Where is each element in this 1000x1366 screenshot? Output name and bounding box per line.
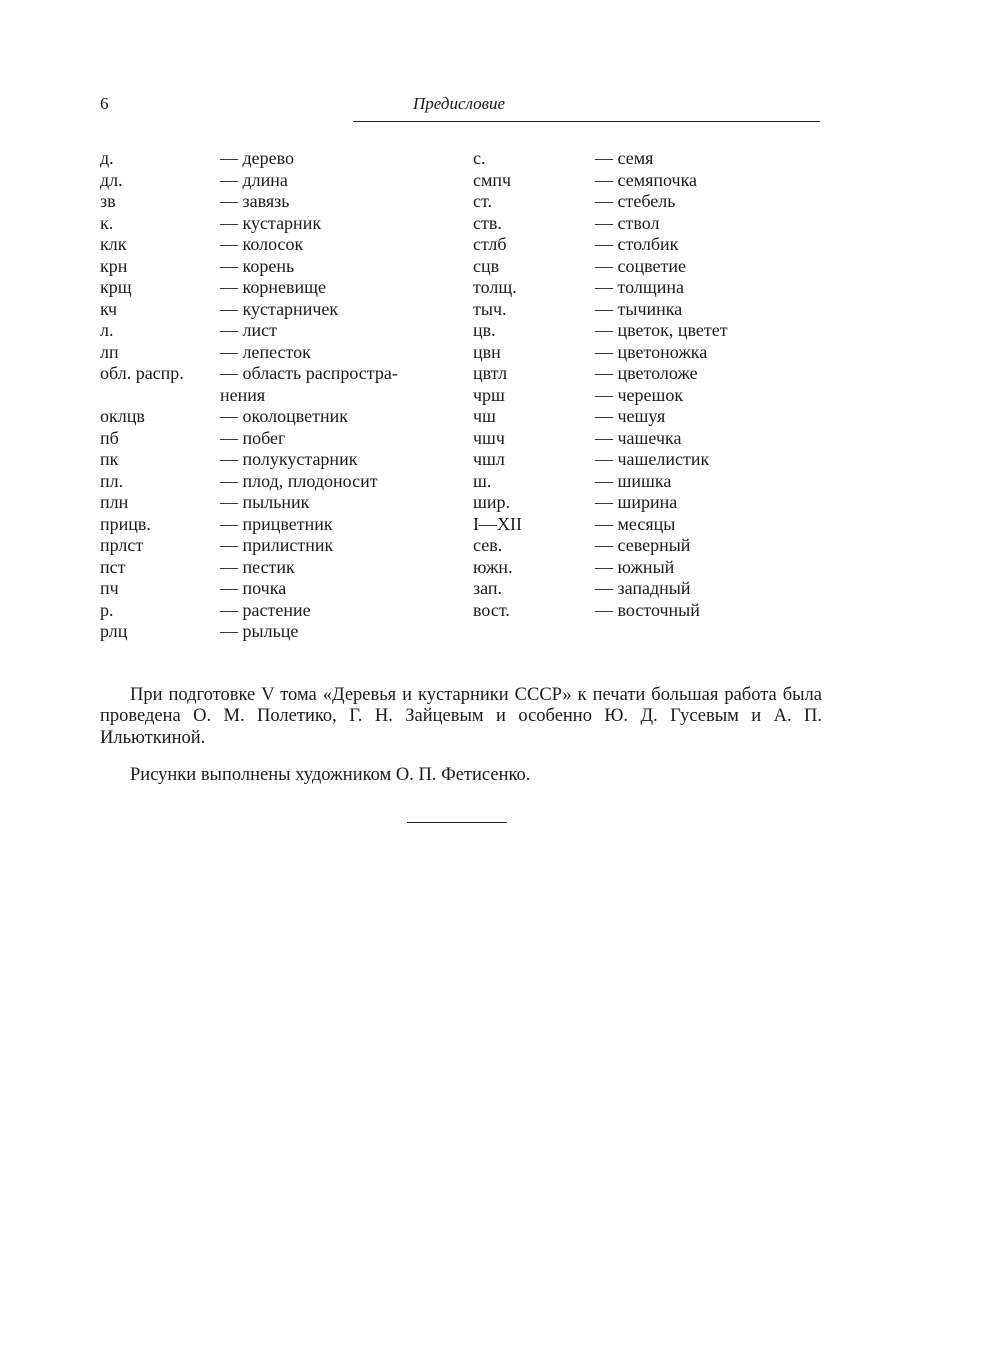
abbreviation-row [100,600,460,622]
abbreviation: сев. [473,535,503,555]
page-number: 6 [100,94,109,113]
abbreviation-definition: нения [220,384,266,405]
abbreviation-definition: — шишка [595,470,672,491]
abbreviation: рлц [100,621,128,641]
abbreviation: прицв. [100,513,151,534]
abbreviation-row [473,170,793,192]
abbreviation-row [473,428,793,450]
abbreviation-row [473,406,793,428]
abbreviation: южн. [473,556,513,577]
abbreviation-row [100,385,460,407]
abbreviation: пл. [100,470,124,491]
abbreviation-row [100,514,460,536]
abbreviation: дл. [100,169,123,190]
abbreviation-definition: — растение [220,599,311,620]
abbreviation-definition: — цветоножка [595,341,708,362]
abbreviation-definition: — месяцы [595,513,676,534]
abbreviation: цв. [473,320,496,340]
abbreviation: ств. [473,212,502,233]
abbreviation: шир. [473,492,510,512]
abbreviation-definition: — кустарничек [220,298,339,319]
abbreviation-definition: — полукустарник [220,449,358,469]
abbreviation-row [473,471,793,493]
abbreviation-row [473,256,793,278]
abbreviation-row [473,277,793,299]
abbreviation-definition: — семяпочка [595,169,698,190]
abbreviation-row [100,492,460,514]
abbreviation-definition: — цветоложе [595,363,698,383]
abbreviation: стлб [473,234,507,254]
abbreviation-row [473,578,793,600]
abbreviation: зв [100,191,116,211]
abbreviation-definition: — кустарник [220,212,322,233]
abbreviation-row [473,385,793,407]
end-rule [407,822,507,823]
abbreviation: крщ [100,277,132,297]
abbreviation: сцв [473,255,500,276]
abbreviation-row [473,514,793,536]
abbreviation-definition: — область распростра- [220,363,398,383]
abbreviation-definition: — дерево [220,148,295,168]
abbreviation-row [100,213,460,235]
abbreviation-definition: — лепесток [220,341,311,362]
abbreviation-definition: — пестик [220,556,295,577]
abbreviation: вост. [473,599,510,620]
abbreviation-row [473,449,793,471]
abbreviation-definition: — северный [595,535,691,555]
abbreviation: л. [100,320,114,340]
abbreviation-definition: — длина [220,169,288,190]
abbreviation-definition: — черешок [595,384,684,405]
abbreviation-definition: — ширина [595,492,678,512]
abbreviation: р. [100,599,114,620]
abbreviations-right-column [473,148,793,621]
running-title: Предисловие [412,94,506,113]
abbreviation-definition: — завязь [220,191,290,211]
abbreviation-row [100,449,460,471]
abbreviation-row [473,363,793,385]
abbreviation-row [473,213,793,235]
abbreviation: к. [100,212,114,233]
abbreviation-row [100,578,460,600]
abbreviation: пч [100,578,119,598]
abbreviation-row [473,299,793,321]
abbreviation: цвн [473,341,501,362]
abbreviation-definition: — лист [220,320,277,340]
abbreviation-row [473,600,793,622]
abbreviation-row [473,492,793,514]
abbreviation-definition: — семя [595,148,654,168]
abbreviation-row [100,320,460,342]
abbreviation-definition: — околоцветник [220,406,348,426]
acknowledgement-paragraph: При подготовке V тома «Деревья и кустарники СССР» к печати большая работа была проведена О. М. Полетико, Г. Н. Зайцевым и особенно Ю. Д. Гусевым и А. П. Ильюткиной. [100,684,822,748]
abbreviation: лп [100,341,119,362]
abbreviation-definition: — почка [220,578,287,598]
abbreviation-definition: — чешуя [595,406,666,426]
abbreviation-row [473,234,793,256]
abbreviation-definition: — плод, плодоносит [220,470,378,491]
abbreviation-definition: — ствол [595,212,660,233]
abbreviation-row [473,191,793,213]
abbreviation-definition: — западный [595,578,691,598]
abbreviation: I—XII [473,513,522,534]
abbreviation-definition: — толщина [595,277,684,297]
abbreviation-row [100,234,460,256]
abbreviation: плн [100,492,129,512]
abbreviation: зап. [473,578,502,598]
abbreviation-row [473,535,793,557]
abbreviation-row [100,428,460,450]
abbreviation-row [100,299,460,321]
abbreviation-definition: — соцветие [595,255,686,276]
abbreviation-row [473,557,793,579]
abbreviation: смпч [473,169,512,190]
abbreviation-row [100,557,460,579]
abbreviation: чшл [473,449,505,469]
abbreviation-definition: — стебель [595,191,676,211]
abbreviation-row [100,471,460,493]
abbreviation-definition: — цветок, цветет [595,320,728,340]
abbreviation: кч [100,298,118,319]
abbreviation: пб [100,427,119,448]
abbreviation-definition: — колосок [220,234,304,254]
abbreviation: цвтл [473,363,508,383]
abbreviation: с. [473,148,486,168]
abbreviation-row [100,535,460,557]
abbreviation-definition: — прилистник [220,535,334,555]
abbreviation-definition: — восточный [595,599,700,620]
abbreviation-definition: — корневище [220,277,326,297]
abbreviation: крн [100,255,128,276]
abbreviation-row [100,406,460,428]
abbreviation-definition: — рыльце [220,621,299,641]
abbreviation-definition: — прицветник [220,513,333,534]
abbreviation-definition: — столбик [595,234,679,254]
abbreviation: тыч. [473,298,507,319]
abbreviation: клк [100,234,127,254]
abbreviation: пк [100,449,119,469]
abbreviation: пст [100,556,126,577]
illustrator-paragraph: Рисунки выполнены художником О. П. Фетисенко. [130,764,531,785]
abbreviation: ш. [473,470,492,491]
abbreviation-row [473,320,793,342]
abbreviation: ст. [473,191,493,211]
abbreviation-row [100,256,460,278]
abbreviation-row [100,191,460,213]
abbreviation: оклцв [100,406,145,426]
abbreviation-row [100,342,460,364]
abbreviation: обл. распр. [100,363,184,383]
abbreviation-row [100,621,460,643]
abbreviation-row [473,148,793,170]
abbreviations-left-column [100,148,460,643]
abbreviation: чшч [473,427,505,448]
abbreviation-row [473,342,793,364]
header-rule [353,121,820,122]
abbreviation-definition: — тычинка [595,298,683,319]
page-header [98,94,820,122]
abbreviation-definition: — побег [220,427,286,448]
abbreviation-row [100,170,460,192]
abbreviation-row [100,148,460,170]
abbreviation-definition: — чашелистик [595,449,710,469]
abbreviation-row [100,277,460,299]
abbreviation-definition: — корень [220,255,295,276]
abbreviation: чш [473,406,496,426]
abbreviation-definition: — чашечка [595,427,682,448]
abbreviation-definition: — южный [595,556,675,577]
abbreviation: чрш [473,384,505,405]
abbreviation: прлст [100,535,144,555]
abbreviation-definition: — пыльник [220,492,310,512]
abbreviation: д. [100,148,114,168]
abbreviation: толщ. [473,277,517,297]
abbreviation-row [100,363,460,385]
